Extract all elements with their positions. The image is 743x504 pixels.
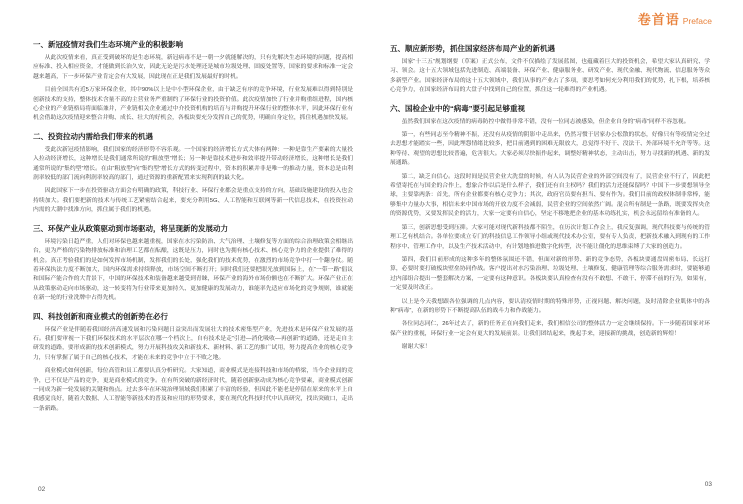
- paragraph: 第二，缺乏自信心。这段时间是民营企业大洗盘的时候，有人认为民营企业的外部空间没有了，民营企业不行了，因此把希望寄托在与国企的合作上，想象合作以后是什么样子，我们还有自主权吗？我们的活力还能保留吗？中国下一步要想领导全球，主要靠两条：首先，所有企业都要有核心竞争力；其次，政府官员要有担当、要有作为。我们目前的政权体制非常棒，能够集中力量办大事，相信未来中国市场的开放力度不会减弱，民营企业的空间依然广阔。混合所有制是一条路，既要发挥央企的资源优势，又要发挥民企的活力，大家一定要有自信心，坚定不移地把企业的基本功练扎实，机会永远留给有准备的人。: [390, 173, 710, 218]
- page-number-left: 02: [38, 486, 46, 493]
- paragraph: 目前全国共有近5万家环保企业，其中90%以上是中小型环保企业，由于缺乏有序的竞争环境，行业发展难以得到特别是创新技术的支持，整体技术含量不高的主营业务严重制约了环保行业的投资价值。此次疫情加快了行业并购重组进程，国内核心企业的产业链格局将面临兼并，产业链相关企业通过中介投资机构的培育与并购提升环保行业的整体水平，因此环保行业有机会借助这次疫情迎来整合并购、成长、壮大的好机会，各板块要充分发挥自己的优势，明确自身定位，抓住机遇加快发展。: [33, 87, 353, 122]
- section-5: [390, 44, 710, 96]
- paragraph: 因此国家下一步在投资驱动方面会有明确的政策，科技行业、环保行业都会是重点支持的方向，基础设施建设的投入也会持续加大。我们要把新的技术与传统工艺紧密结合起来，要充分利用5G、人工智能和互联网等新一代信息技术，在投资拉动内需的大潮中找准方向，抓住属于我们的机遇。: [33, 188, 353, 214]
- sign-off: 谢谢大家！: [401, 344, 431, 351]
- paragraph: 第一，有些同志至今精神不振，还没有从疫情的阴影中走出来，仍然习惯于居家办公松散的状态，好像只有等疫情完全过去思想才能踏实一些，因此埋怨情绪比较多，把目前遇到的困难无限放大，总觉得不好干、没法干、外部环境不允许等等。这种等待、观望的思想比较普遍，危害很大。大家必须尽快振作起来，调整好精神状态，主动出击，努力寻找新的机遇、新的发展通路。: [390, 132, 710, 167]
- paragraph: 虽然我们国家在这次疫情的病毒防控中做得非常不错，没有一位同志被感染，但企业自身的“病毒”同样不容忽视。: [401, 118, 690, 125]
- section-heading: 四、科技创新和商业模式的创新势在必行: [33, 311, 168, 321]
- preface-header: [638, 9, 712, 29]
- paragraph: 国家“十三五”规划纲要（草案）正式公布，文件不仅描绘了发展蓝图，也蕴藏着巨大的投资机会，希望大家认真研究、学习、领会。这十五大领域包括先进制造、高端装备、环保产业、健康服务业、研发产业、现代金融、现代物流、信息服务等众多新型产业。国家经济布局的这十五大领域中，我们从事的产业占了多项，要思考如何充分利用我们的优势，扎下根，培养核心竞争力，在国家经济布局的大盘子中找到自己的位置，抓住这一轮难得的产业机遇。: [390, 59, 710, 94]
- paragraph: 各位同志同仁，26年过去了，新的任务正在向我们走来，我们相信公司的整体活力一定会继续保持。下一步随着国家对环保产业的重视，环保行业一定会有更大的发展前景。让我们团结起来，挽起手来，迎接新的挑战，创造新的辉煌！: [390, 321, 710, 337]
- section-6: [390, 104, 710, 353]
- section-heading: 一、新冠疫情对我们生态环境产业的积极影响: [33, 40, 183, 49]
- paragraph: 以上是今天我想跟各位强调的几点内容，要认清疫情时期的特殊形势，正视问题、解决问题，及时清除企业肌体中的各种“病毒”，在新的形势下不断提高队伍的战斗力和作战能力。: [390, 298, 710, 314]
- paragraph: 环保产业是伴随着我国经济高速发展和污染问题日益突出而发展壮大的技术密集型产业，先进技术是环保产业发展的基石。我们要审视一下我们环保技术的水平层次在哪一个档次上，自有技术是走“引进—消化吸收—再创新”的道路，还是走自主研发的道路，要形成新的技术创新模式，努力开展科技攻关和新技术、新材料、新工艺的推广试用，努力提高企业的核心竞争力，只有掌握了属于自己的核心技术，才能在未来的竞争中立于不败之地。: [33, 326, 353, 361]
- section-heading: 六、国检企业中的“病毒”要引起足够重视: [390, 103, 525, 113]
- left-page: [33, 40, 353, 418]
- paragraph: 环境污染日趋严重，人们对环保也越来越重视，国家在水污染防治、大气治理、土壤修复等方面的综合治理政策会相继出台，更为严格的污染物排放标准和治理工艺都在酝酿，这既是压力，同时也为拥有核心技术、核心竞争力的企业提供了难得的机会。真正考验我们的是如何发挥市场机制，发挥我们的长处，强化我们的技术优势，在激烈的市场竞争中打一个翻身仗。随着环保执法力度不断加大，国内环保需求持续释放，市场空间不断打开；同时我们还要把眼光放到国际上，在“一带一路”倡议和国际产能合作的大背景下，中国的环保技术和装备越来越受到青睐，环保产业的海外市场份额也在不断扩大。环保产业正在从政策驱动走向市场驱动，这一转变将为行业带来更加持久、更加健康的发展动力，谁能率先适应市场化的竞争规则，谁就能在新一轮的行业洗牌中占得先机。: [33, 238, 353, 302]
- paragraph: 受此次新冠疫情影响，我们国家的经济形势不容乐观。一个国家的经济增长方式大体有两种：一种是靠生产要素的大量投入拉动经济增长，这种增长是我们通常所说的“粗放型”增长；另一种是靠技术进步和效率提升带动经济增长，这种增长是我们通常所说的“集约型”增长。在由“粗放型”向“集约型”增长方式的转变过程中，资本的积累并非是唯一的推动力量，资本总是由利润率较低的部门流向利润率较高的部门，通过资源的重新配置来实现利润的最大化。: [33, 146, 353, 182]
- section-heading: 二、投资拉动内需给我们带来的机遇: [33, 131, 153, 141]
- paragraph: 第三，创新思想受到压抑。大家可能对现代新科技都不陌生，在历次计划工作会上，我反复强调，现代科技要与传统的管理工艺有机结合。各单位要成立专门的科技信息工作领导小组或现代技术办公室，要有专人负责，把新技术融入到现有的工作程序中、管理工作中，以及生产技术活动中，有计划地推进数字化转型，决不能让僵化的思维束缚了大家的创造力。: [390, 224, 710, 250]
- section-heading: 五、顺应新形势，抓住国家经济布局产业的新机遇: [390, 44, 555, 53]
- right-page: [390, 44, 710, 357]
- preface-title-en: Preface: [682, 16, 712, 26]
- paragraph: 从此次疫情来看，真正受到破坏的是生态环境，新冠病毒不是一朝一夕就能解决的，只有先解决生态环境的问题，提高相应标准、投入相应资金，才能做到长治久安，因此无论是污水处理还是城市垃圾处理、固废处置等，国家的要求和标准一定会越来越高，下一步环保产业肯定会有大发展，因此现在正是我们发展最好的时机。: [33, 55, 353, 80]
- section-heading: 三、环保产业从政策驱动到市场驱动，将呈现新的发展动力: [33, 223, 228, 233]
- section-1: [33, 40, 353, 124]
- preface-title-cn: 卷首语: [637, 12, 680, 27]
- paragraph: 商业模式如何创新，每位高管和员工都要认真分析研究。大家知道，商业模式是连接科技和市场的桥梁，当今企业间的竞争，已不仅是产品的竞争，更是商业模式的竞争。在有所突破的新经济时代，随着创新驱动成为核心竞争要素，商业模式创新一同成为新一轮发展的关键和热点。过去多年在环境治理领域我们积累了丰富的经验，但因此不能老是停留在原来的水平上自我感觉良好，随着大数据、人工智能等新技术的普及和应用的形势要求，要在现代化科技时代中认真研究，找出突破口，走出一条新路。: [33, 368, 353, 412]
- section-4: [33, 312, 353, 415]
- page-number-right: 03: [704, 481, 712, 488]
- section-3: [33, 224, 353, 304]
- section-2: [33, 132, 353, 216]
- paragraph: 第四，我们目前形成的这种多年的整体氛围还不错，但面对新的形势、新的竞争态势，各板块要通盘周密布局、长远打算，必要时要打破板块壁垒协同作战。客户提出对水污染治理、垃圾处理、土壤修复、健康管理等综合服务需求时，要能够通过内部组合提出一整套解决方案，一定要有这种意识。各板块要认真检查有没有不敢想、不敢干、停滞不前的行为，如果有，一定要及时改正。: [390, 256, 710, 292]
